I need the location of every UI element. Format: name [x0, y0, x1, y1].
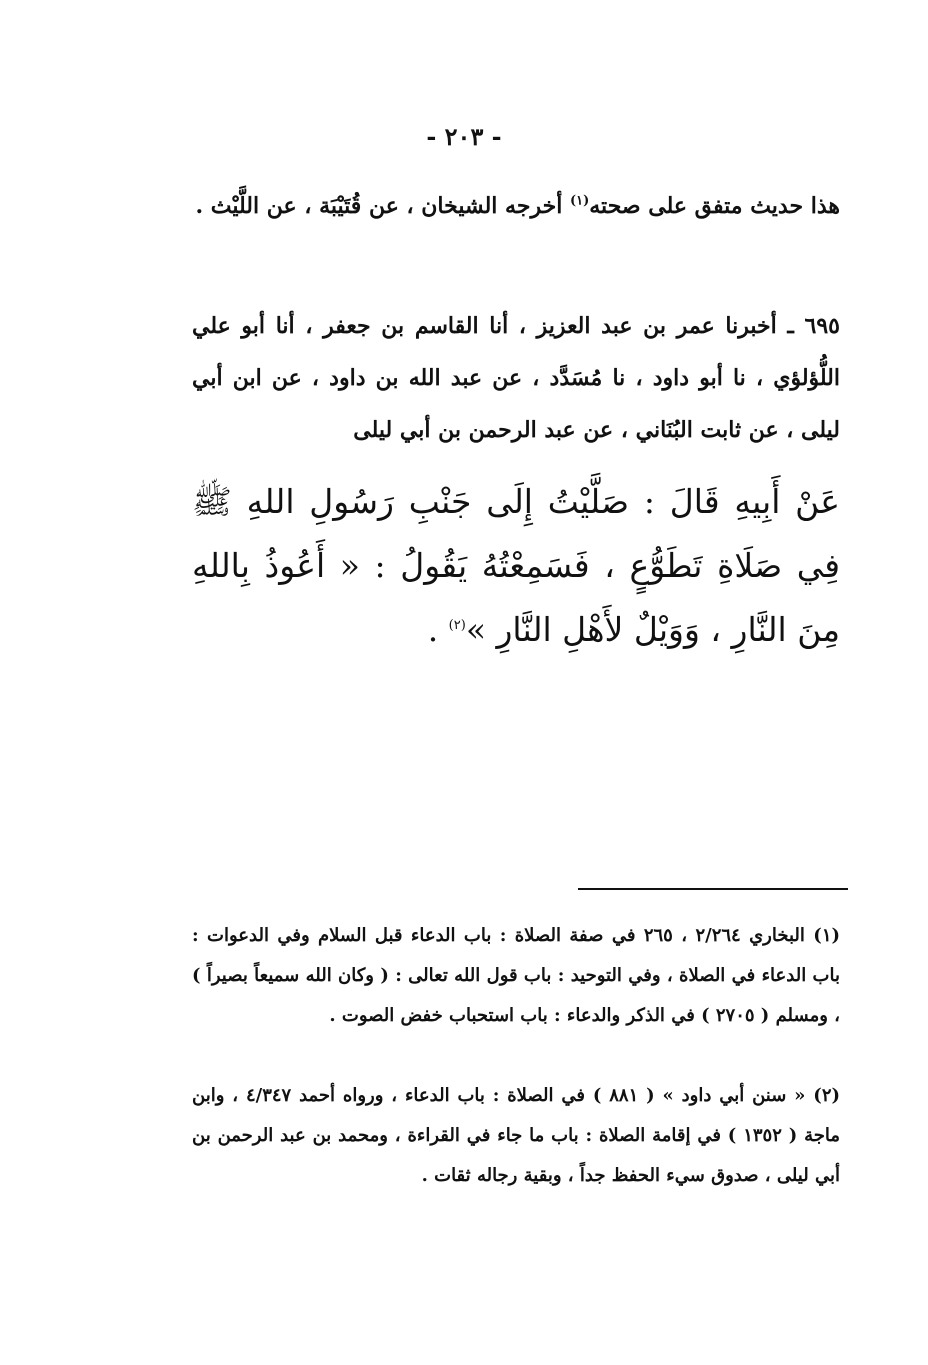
hadith-matn-end: .: [427, 610, 449, 649]
footnote-2-text: « سنن أبي داود » ( ٨٨١ ) في الصلاة : باب الدعاء ، ورواه أحمد ٤/٣٤٧ ، وابن ماجة ( ١٣٥٢ ) في إقامة الصلاة : باب ما جاء في القراءة ، ومحمد بن عبد الرحمن بن أبي ليلى ، صدوق سيء الحفظ جداً ، وبقية رجاله ثقات .: [192, 1085, 841, 1186]
footnote-1: [192, 916, 840, 1036]
intro-text-continued: أخرجه الشيخان ، عن قُتَيْبَة ، عن اللَّيْث .: [195, 193, 570, 219]
page-number: - ٢٠٣ -: [426, 122, 502, 151]
hadith-isnad: ٦٩٥ ـ أخبرنا عمر بن عبد العزيز ، أنا القاسم بن جعفر ، أنا أبو علي اللُّؤلؤي ، نا أبو داود ، نا مُسَدَّد ، عن عبد الله بن داود ، عن ابن أبي ليلى ، عن ثابت البُنَاني ، عن عبد الرحمن بن أبي ليلى: [192, 313, 840, 443]
hadith-matn-paragraph: [192, 470, 840, 662]
intro-paragraph: [192, 180, 840, 232]
footnote-1-marker: (١): [813, 925, 841, 946]
hadith-matn: عَنْ أَبِيهِ قَالَ : صَلَّيْتُ إِلَى جَنْبِ رَسُولِ اللهِ ﷺ فِي صَلَاةِ تَطَوُّعٍ ، فَسَمِعْتُهُ يَقُولُ : « أَعُوذُ بِاللهِ مِنَ النَّارِ ، وَوَيْلٌ لأَهْلِ النَّارِ »: [192, 482, 840, 649]
intro-text: هذا حديث متفق على صحته: [589, 193, 840, 219]
footnote-1-text: البخاري ٢/٢٦٤ ، ٢٦٥ في صفة الصلاة : باب الدعاء قبل السلام وفي الدعوات : باب الدعاء في الصلاة ، وفي التوحيد : باب قول الله تعالى : ( وكان الله سميعاً بصيراً ) ، ومسلم ( ٢٧٠٥ ) في الذكر والدعاء : باب استحباب خفض الصوت .: [192, 925, 840, 1026]
footnote-ref-1: (١): [569, 193, 590, 209]
footnote-2: [192, 1076, 840, 1196]
footnote-2-marker: (٢): [813, 1085, 841, 1106]
footnote-separator: [578, 888, 848, 890]
footnote-ref-2: (٢): [448, 618, 466, 633]
